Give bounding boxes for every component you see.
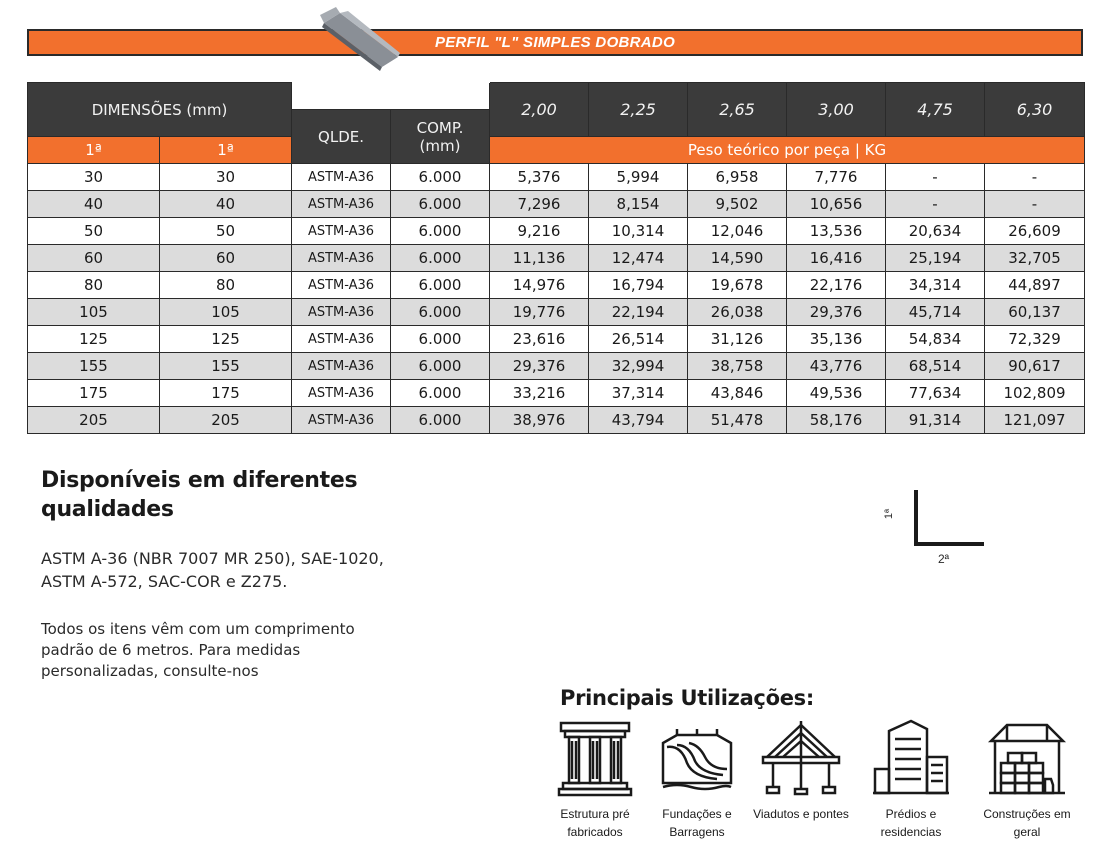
weight-cell-0: 38,976	[490, 407, 589, 434]
gauge-header-4: 4,75	[886, 83, 985, 137]
uses-title: Principais Utilizações:	[560, 686, 814, 710]
quality-cell: ASTM-A36	[292, 299, 391, 326]
weight-cell-1: 32,994	[589, 353, 688, 380]
weight-cell-2: 9,502	[688, 191, 787, 218]
weight-cell-3: 58,176	[787, 407, 886, 434]
length-cell: 6.000	[391, 245, 490, 272]
dim-1-cell: 80	[28, 272, 160, 299]
dim-2-cell: 50	[160, 218, 292, 245]
weight-cell-5: 26,609	[985, 218, 1085, 245]
dim-1-cell: 105	[28, 299, 160, 326]
weight-cell-5: 102,809	[985, 380, 1085, 407]
weight-cell-2: 31,126	[688, 326, 787, 353]
weight-cell-3: 29,376	[787, 299, 886, 326]
length-cell: 6.000	[391, 353, 490, 380]
dim-sub-header-2: 1ª	[160, 137, 292, 164]
weight-cell-3: 35,136	[787, 326, 886, 353]
dim-1-cell: 40	[28, 191, 160, 218]
use-label-buildings: Prédios e residencias	[880, 807, 942, 839]
weight-cell-4: -	[886, 191, 985, 218]
quality-cell: ASTM-A36	[292, 353, 391, 380]
use-label-dams: Fundações e Barragens	[662, 807, 732, 839]
weight-cell-3: 10,656	[787, 191, 886, 218]
weight-cell-0: 7,296	[490, 191, 589, 218]
weight-cell-4: 20,634	[886, 218, 985, 245]
weight-cell-0: 11,136	[490, 245, 589, 272]
weight-cell-2: 26,038	[688, 299, 787, 326]
weight-cell-0: 19,776	[490, 299, 589, 326]
weight-cell-1: 37,314	[589, 380, 688, 407]
length-cell: 6.000	[391, 191, 490, 218]
length-cell: 6.000	[391, 407, 490, 434]
bridge-icon	[761, 717, 841, 797]
weight-cell-4: 91,314	[886, 407, 985, 434]
table-row	[28, 326, 1085, 353]
dim-1-cell: 125	[28, 326, 160, 353]
table-row	[28, 353, 1085, 380]
dim-1-cell: 50	[28, 218, 160, 245]
weight-cell-5: 72,329	[985, 326, 1085, 353]
weight-cell-3: 22,176	[787, 272, 886, 299]
building-icon	[871, 717, 951, 797]
dim-1-cell: 205	[28, 407, 160, 434]
weight-cell-2: 6,958	[688, 164, 787, 191]
quality-cell: ASTM-A36	[292, 380, 391, 407]
weight-cell-0: 14,976	[490, 272, 589, 299]
dim-2-cell: 205	[160, 407, 292, 434]
gauge-header-3: 3,00	[787, 83, 886, 137]
product-title: PERFIL "L" SIMPLES DOBRADO	[434, 34, 676, 51]
table-row	[28, 245, 1085, 272]
dim-2-cell: 60	[160, 245, 292, 272]
weight-cell-1: 22,194	[589, 299, 688, 326]
use-label-bridges: Viadutos e pontes	[753, 807, 849, 821]
weight-cell-4: 25,194	[886, 245, 985, 272]
weight-cell-1: 43,794	[589, 407, 688, 434]
availability-note: Todos os itens vêm com um comprimento padrão de 6 metros. Para medidas personalizadas, consulte-nos	[41, 620, 355, 680]
weight-cell-4: 77,634	[886, 380, 985, 407]
weight-cell-1: 8,154	[589, 191, 688, 218]
angle-profile-image	[318, 5, 400, 73]
gauge-header-1: 2,25	[589, 83, 688, 137]
weight-cell-3: 13,536	[787, 218, 886, 245]
length-cell: 6.000	[391, 164, 490, 191]
use-label-construction: Construções em geral	[983, 807, 1071, 839]
weight-cell-5: 60,137	[985, 299, 1085, 326]
weight-cell-3: 16,416	[787, 245, 886, 272]
dim-2-cell: 125	[160, 326, 292, 353]
side-1-label: 1ª	[883, 508, 896, 520]
weight-cell-4: 68,514	[886, 353, 985, 380]
dim-1-cell: 60	[28, 245, 160, 272]
weight-cell-5: -	[985, 191, 1085, 218]
weight-header: Peso teórico por peça | KG	[490, 137, 1085, 164]
weight-cell-4: 45,714	[886, 299, 985, 326]
weight-cell-2: 43,846	[688, 380, 787, 407]
dam-icon	[657, 717, 737, 797]
availability-title: Disponíveis em diferentes qualidades	[41, 468, 358, 522]
weight-cell-0: 5,376	[490, 164, 589, 191]
length-header	[391, 110, 490, 164]
weight-cell-5: -	[985, 164, 1085, 191]
table-row	[28, 380, 1085, 407]
length-cell: 6.000	[391, 299, 490, 326]
dim-2-cell: 80	[160, 272, 292, 299]
table-row	[28, 272, 1085, 299]
weight-cell-5: 32,705	[985, 245, 1085, 272]
weight-cell-1: 12,474	[589, 245, 688, 272]
weight-cell-1: 10,314	[589, 218, 688, 245]
columns-icon	[555, 717, 635, 797]
quality-cell: ASTM-A36	[292, 272, 391, 299]
warehouse-icon	[987, 717, 1067, 797]
length-cell: 6.000	[391, 272, 490, 299]
weight-cell-5: 44,897	[985, 272, 1085, 299]
weight-cell-2: 51,478	[688, 407, 787, 434]
header-spacer	[292, 83, 490, 110]
dim-2-cell: 175	[160, 380, 292, 407]
use-item-dams	[642, 717, 752, 841]
weight-cell-5: 121,097	[985, 407, 1085, 434]
weight-cell-4: 34,314	[886, 272, 985, 299]
length-cell: 6.000	[391, 380, 490, 407]
weight-cell-1: 26,514	[589, 326, 688, 353]
product-title-banner	[27, 29, 1083, 56]
use-label-prefab: Estrutura pré fabricados	[560, 807, 630, 839]
weight-cell-3: 49,536	[787, 380, 886, 407]
length-cell: 6.000	[391, 326, 490, 353]
weight-cell-4: -	[886, 164, 985, 191]
dim-1-cell: 155	[28, 353, 160, 380]
quality-cell: ASTM-A36	[292, 218, 391, 245]
weight-cell-0: 9,216	[490, 218, 589, 245]
dim-1-cell: 175	[28, 380, 160, 407]
weight-cell-2: 19,678	[688, 272, 787, 299]
weight-cell-4: 54,834	[886, 326, 985, 353]
weight-cell-1: 5,994	[589, 164, 688, 191]
dim-1-cell: 30	[28, 164, 160, 191]
dimensions-header: DIMENSÕES (mm)	[28, 83, 292, 137]
weight-cell-0: 29,376	[490, 353, 589, 380]
use-item-construction	[972, 717, 1082, 841]
quality-cell: ASTM-A36	[292, 164, 391, 191]
weight-cell-3: 43,776	[787, 353, 886, 380]
length-header-line1: COMP.	[416, 118, 464, 137]
length-header-line2: (mm)	[419, 136, 461, 155]
table-row	[28, 164, 1085, 191]
dim-2-cell: 30	[160, 164, 292, 191]
use-item-bridges	[746, 717, 856, 823]
availability-grades: ASTM A-36 (NBR 7007 MR 250), SAE-1020, ASTM A-572, SAC-COR e Z275.	[41, 549, 384, 591]
side-2-label: 2ª	[938, 552, 950, 566]
quality-header: QLDE.	[292, 110, 391, 164]
table-row	[28, 191, 1085, 218]
dim-2-cell: 40	[160, 191, 292, 218]
dim-2-cell: 105	[160, 299, 292, 326]
dim-2-cell: 155	[160, 353, 292, 380]
gauge-header-2: 2,65	[688, 83, 787, 137]
weight-cell-3: 7,776	[787, 164, 886, 191]
weight-cell-0: 33,216	[490, 380, 589, 407]
weight-cell-2: 38,758	[688, 353, 787, 380]
table-row	[28, 299, 1085, 326]
weight-table	[27, 82, 1085, 434]
weight-cell-2: 14,590	[688, 245, 787, 272]
weight-cell-0: 23,616	[490, 326, 589, 353]
table-row	[28, 218, 1085, 245]
table-row	[28, 407, 1085, 434]
quality-cell: ASTM-A36	[292, 191, 391, 218]
dim-sub-header-1: 1ª	[28, 137, 160, 164]
quality-cell: ASTM-A36	[292, 245, 391, 272]
use-item-buildings	[856, 717, 966, 841]
length-cell: 6.000	[391, 218, 490, 245]
gauge-header-0: 2,00	[490, 83, 589, 137]
quality-cell: ASTM-A36	[292, 326, 391, 353]
gauge-header-5: 6,30	[985, 83, 1085, 137]
l-profile-diagram	[880, 484, 990, 574]
weight-cell-5: 90,617	[985, 353, 1085, 380]
quality-cell: ASTM-A36	[292, 407, 391, 434]
weight-cell-1: 16,794	[589, 272, 688, 299]
use-item-prefab	[540, 717, 650, 841]
weight-cell-2: 12,046	[688, 218, 787, 245]
